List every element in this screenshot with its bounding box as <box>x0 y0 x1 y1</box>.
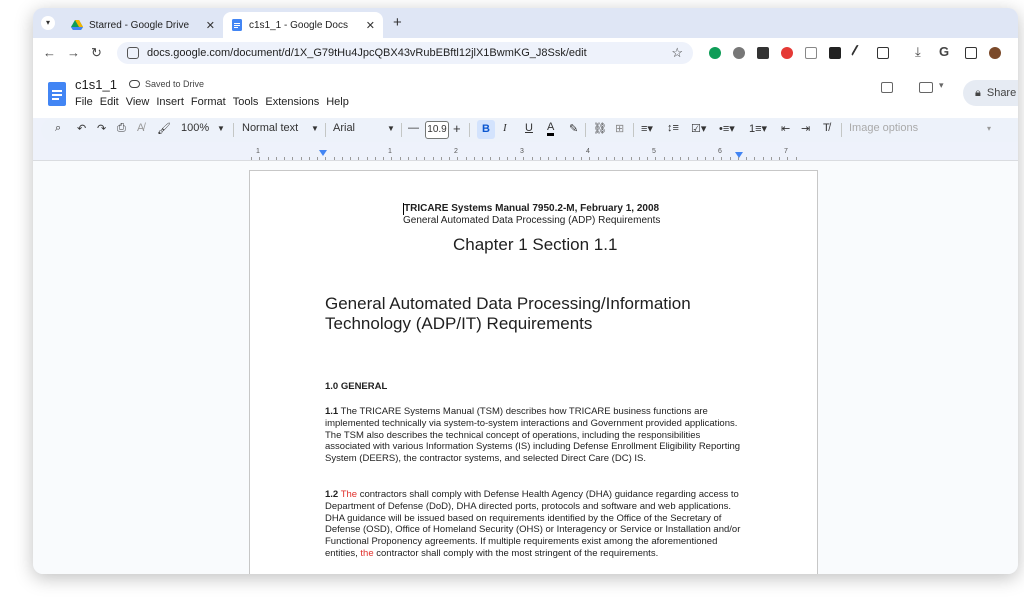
document-canvas <box>33 161 1018 574</box>
save-status[interactable] <box>129 79 204 89</box>
ruler-number: 4 <box>586 148 590 155</box>
mail-extension-icon[interactable] <box>757 47 769 59</box>
decrease-indent-icon[interactable]: ⇤ <box>781 123 791 135</box>
extension-icon[interactable] <box>733 47 745 59</box>
font-size-input[interactable]: 10.9 <box>425 121 449 139</box>
divider <box>325 123 326 137</box>
chapter-heading: Chapter 1 Section 1.1 <box>453 235 618 254</box>
bold-icon[interactable]: B <box>477 120 495 139</box>
menu-insert[interactable]: Insert <box>156 96 184 108</box>
menu-view[interactable]: View <box>125 96 150 108</box>
increase-indent-icon[interactable]: ⇥ <box>801 123 811 135</box>
ruler-number: 1 <box>256 148 260 155</box>
menu-tools[interactable]: Tools <box>232 96 259 108</box>
bulleted-list-icon[interactable]: •≡▾ <box>719 123 735 135</box>
tab-google-docs[interactable] <box>223 12 383 38</box>
forward-icon[interactable]: → <box>67 45 80 60</box>
section-heading: 1.0 GENERAL <box>325 381 388 392</box>
paragraph-number: 1.2 <box>325 489 339 500</box>
font-select[interactable]: Arial <box>333 122 356 134</box>
meet-icon[interactable] <box>919 82 933 93</box>
cloud-saved-icon <box>129 80 140 88</box>
bookmark-star-icon[interactable]: ☆ <box>671 45 683 60</box>
tab-title: c1s1_1 - Google Docs <box>249 19 348 31</box>
grammarly-extension-icon[interactable] <box>709 47 721 59</box>
revised-text: The <box>340 489 358 500</box>
google-g-icon[interactable]: G <box>939 44 950 59</box>
close-tab-icon[interactable]: ✕ <box>365 19 375 32</box>
toolbar-collapse-icon[interactable]: ▾ <box>987 124 992 133</box>
ruler-number: 7 <box>784 148 788 155</box>
tab-strip <box>33 8 1018 38</box>
ruler-number: 6 <box>718 148 722 155</box>
ruler-number: 3 <box>520 148 524 155</box>
docs-icon <box>231 19 243 31</box>
divider <box>233 123 234 137</box>
paragraph-1-2 <box>325 489 745 560</box>
paint-format-icon[interactable]: 🖌︎ <box>157 123 171 135</box>
style-select[interactable]: Normal text <box>242 122 299 134</box>
ruler-number: 5 <box>652 148 656 155</box>
share-button[interactable] <box>963 80 1018 106</box>
menu-help[interactable]: Help <box>326 96 349 108</box>
numbered-list-icon[interactable]: 1≡▾ <box>749 123 768 135</box>
ruler-number: 1 <box>388 148 392 155</box>
new-tab-button[interactable]: + <box>393 14 402 31</box>
divider <box>469 123 470 137</box>
undo-icon[interactable]: ↶ <box>77 123 87 135</box>
font-dropdown-icon[interactable]: ▼ <box>387 124 395 133</box>
menu-extensions[interactable]: Extensions <box>265 96 320 108</box>
browser-window <box>33 8 1018 574</box>
doc-header-line1: TRICARE Systems Manual 7950.2-M, February 1, 2008 <box>404 203 660 214</box>
meet-dropdown-icon[interactable]: ▾ <box>939 80 944 90</box>
reload-icon[interactable]: ↻ <box>91 45 102 60</box>
docs-header <box>33 68 1018 118</box>
docs-home-icon[interactable] <box>48 82 66 106</box>
tab-search-icon[interactable]: ▾ <box>41 16 55 30</box>
add-comment-icon[interactable]: ⊞ <box>615 123 625 135</box>
side-panel-icon[interactable] <box>965 47 977 59</box>
insert-link-icon[interactable]: ⛓︎ <box>593 123 607 135</box>
back-icon[interactable]: ← <box>43 45 56 60</box>
redo-icon[interactable]: ↷ <box>97 123 107 135</box>
close-tab-icon[interactable]: ✕ <box>205 19 215 32</box>
italic-icon[interactable]: I <box>503 122 507 134</box>
tab-title: Starred - Google Drive <box>89 19 190 31</box>
paragraph-1-1 <box>325 406 745 465</box>
divider <box>633 123 634 137</box>
comment-history-icon[interactable] <box>881 82 893 93</box>
red-extension-icon[interactable] <box>781 47 793 59</box>
spellcheck-icon[interactable]: A̸ <box>137 122 145 134</box>
drive-icon <box>71 19 83 31</box>
print-icon[interactable]: ⎙ <box>117 122 126 134</box>
text-color-icon[interactable]: A <box>547 122 554 136</box>
lock-icon: 🔒︎ <box>975 86 981 99</box>
puzzle-extensions-icon[interactable] <box>877 47 889 59</box>
document-heading: General Automated Data Processing/Information Technology (ADP/IT) Requirements <box>325 294 691 333</box>
checklist-icon[interactable]: ☑▾ <box>691 123 707 135</box>
url-text[interactable]: docs.google.com/document/d/1X_G79tHu4JpcQBX43vRubEBftl12jlX1BwmKG_J8Ssk/edit <box>147 47 587 59</box>
paragraph-text: contractor shall comply with the most stringent of the requirements. <box>373 547 659 559</box>
divider <box>841 123 842 137</box>
paragraph-number: 1.1 <box>325 406 339 417</box>
image-options-button[interactable]: Image options <box>849 122 919 134</box>
formatting-toolbar <box>41 118 1018 142</box>
right-indent-marker-icon[interactable] <box>735 152 743 158</box>
style-dropdown-icon[interactable]: ▼ <box>311 124 319 133</box>
save-status-label: Saved to Drive <box>145 79 205 89</box>
divider <box>585 123 586 137</box>
divider <box>401 123 402 137</box>
menu-format[interactable]: Format <box>190 96 226 108</box>
share-label: Share <box>986 87 1017 99</box>
omnibox[interactable] <box>117 42 693 64</box>
increase-font-size-icon[interactable]: + <box>453 121 461 136</box>
menu-edit[interactable]: Edit <box>99 96 119 108</box>
align-icon[interactable]: ≡▾ <box>641 123 653 135</box>
address-bar-row <box>33 38 1018 68</box>
paragraph-text: contractors shall comply with Defense Health Agency (DHA) guidance regarding access to Department of Defense (DoD), DHA directed ports, protocols and software and web applications. DHA guidance will be issued based on requirements identified by the Office of the Secretary of Defense (OSD), Office of Homeland Security (OHS) or Interagency or Service or Installation and/or Functional Proponency agreements. If multiple requirements exist among the aforementioned entities, <box>325 489 741 559</box>
line-spacing-icon[interactable]: ↕≡ <box>667 122 679 134</box>
avatar[interactable] <box>989 47 1001 59</box>
tab-starred-drive[interactable] <box>63 12 223 38</box>
search-menus-icon[interactable]: ⌕ <box>55 122 62 134</box>
zoom-select[interactable]: 100% <box>181 122 210 134</box>
highlight-icon[interactable]: ✎ <box>569 123 579 135</box>
document-title[interactable]: c1s1_1 <box>75 77 117 92</box>
dark-extension-icon[interactable] <box>829 47 841 59</box>
paragraph-text: The TRICARE Systems Manual (TSM) describes how TRICARE business functions are implemented technically via system-to-system interactions and Government provided applications. The TSM also describes the technical concept of operations, including the responsibilities associated with various Information Systems (IS) including Defense Enrollment Eligibility Reporting System (DEERS), the contractor systems, and selected Direct Care (DC) IS. <box>325 406 741 465</box>
revised-text: the <box>360 547 374 559</box>
site-settings-icon[interactable] <box>127 47 139 59</box>
left-indent-marker-icon[interactable] <box>319 150 327 156</box>
decrease-font-size-icon[interactable]: — <box>408 122 419 134</box>
doc-header-line2: General Automated Data Processing (ADP) Requirements <box>403 215 661 226</box>
pen-extension-icon[interactable] <box>851 44 869 61</box>
download-icon[interactable]: ⤓ <box>915 44 921 59</box>
zoom-dropdown-icon[interactable]: ▼ <box>217 124 225 133</box>
ruler-number: 2 <box>454 148 458 155</box>
document-page[interactable] <box>249 170 818 574</box>
menu-bar <box>75 96 356 108</box>
u-extension-icon[interactable] <box>805 47 817 59</box>
menu-file[interactable]: File <box>75 96 93 108</box>
clear-formatting-icon[interactable]: T̸ <box>823 122 830 134</box>
underline-icon[interactable]: U <box>525 122 533 134</box>
